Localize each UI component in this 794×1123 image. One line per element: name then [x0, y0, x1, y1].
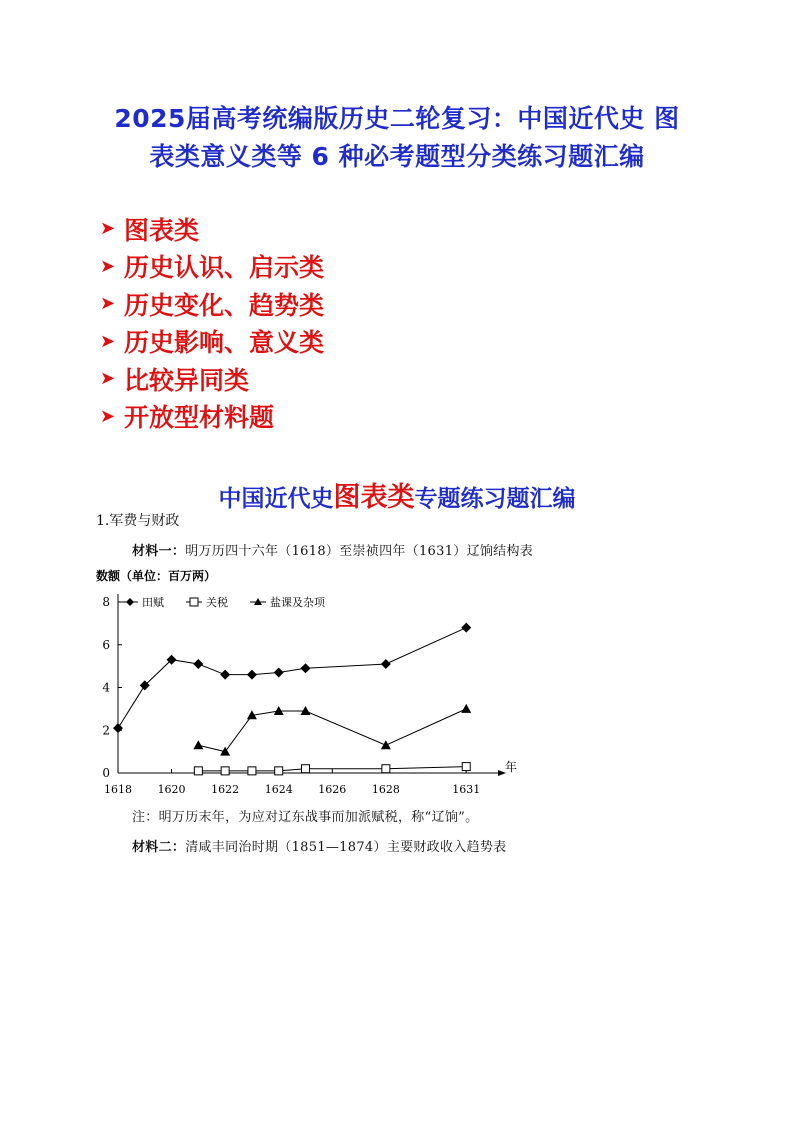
arrow-icon: ➤: [100, 293, 116, 315]
category-item: [100, 210, 324, 248]
y-tick-label: 6: [102, 637, 110, 652]
category-label: 图表类: [124, 215, 200, 245]
material-label: 材料二：: [132, 840, 186, 855]
y-tick-label: 4: [102, 680, 110, 695]
category-item: [100, 285, 324, 323]
category-label: 历史认识、启示类: [124, 253, 325, 283]
category-item: [100, 248, 324, 286]
title-line-1: 2025届高考统编版历史二轮复习：中国近代史 图: [114, 104, 680, 133]
x-tick-label: 1626: [318, 783, 347, 795]
data-point-square: [194, 767, 202, 775]
data-point-diamond: [113, 723, 123, 733]
data-point-diamond: [461, 623, 471, 633]
category-label: 历史变化、趋势类: [124, 290, 325, 320]
data-point-square: [275, 767, 283, 775]
category-label: 历史影响、意义类: [124, 328, 325, 358]
category-item: [100, 398, 324, 436]
x-tick-label: 1618: [104, 783, 132, 795]
data-point-square: [221, 767, 229, 775]
data-point-diamond: [247, 670, 257, 680]
section-title-part: 中国近代史: [218, 486, 334, 512]
arrow-icon: ➤: [100, 255, 116, 277]
y-tick-label: 8: [102, 595, 110, 609]
legend-marker-square: [190, 598, 198, 606]
legend-label: 关税: [206, 596, 228, 609]
data-point-diamond: [274, 668, 284, 678]
y-axis-label: 数额（单位：百万两）: [96, 569, 217, 583]
arrow-icon: ➤: [100, 330, 116, 352]
x-axis-label: 年: [505, 760, 518, 774]
material-text: 清咸丰同治时期（1851—1874）主要财政收入趋势表: [185, 840, 507, 855]
material-1-caption: [132, 540, 533, 559]
question-title: 1.军费与财政: [96, 513, 180, 529]
y-tick-label: 2: [102, 723, 110, 738]
legend-label: 田赋: [142, 596, 164, 609]
data-point-square: [382, 765, 390, 773]
data-point-square: [302, 765, 310, 773]
y-tick-label: 0: [102, 766, 110, 780]
section-title-part: 专题练习题汇编: [414, 486, 576, 512]
data-point-triangle: [461, 704, 471, 713]
liaoxiang-line-chart: [88, 565, 518, 795]
x-tick-label: 1631: [452, 783, 481, 795]
category-label: 比较异同类: [124, 365, 250, 395]
arrow-icon: ➤: [100, 218, 116, 240]
chart-note: 注：明万历末年，为应对辽东战事而加派赋税，称“辽饷”。: [132, 810, 479, 825]
data-point-square: [248, 767, 256, 775]
legend-marker-diamond: [126, 598, 134, 606]
data-point-diamond: [193, 659, 203, 669]
x-tick-label: 1628: [371, 783, 400, 795]
x-tick-label: 1620: [157, 783, 186, 795]
material-label: 材料一：: [132, 544, 186, 559]
arrow-icon: ➤: [100, 405, 116, 427]
data-point-diamond: [381, 659, 391, 669]
category-item: [100, 360, 324, 398]
data-point-diamond: [301, 663, 311, 673]
arrow-icon: ➤: [100, 368, 116, 390]
category-label: 开放型材料题: [124, 403, 275, 433]
x-tick-label: 1622: [211, 783, 240, 795]
material-text: 明万历四十六年（1618）至崇祯四年（1631）辽饷结构表: [185, 544, 534, 559]
x-tick-label: 1624: [264, 783, 293, 795]
series-line-triangle: [198, 709, 466, 752]
section-title-highlight: 图表类: [333, 482, 415, 513]
category-item: [100, 323, 324, 361]
data-point-square: [462, 763, 470, 771]
data-point-diamond: [220, 670, 230, 680]
material-2-caption: [132, 836, 506, 855]
series-line-diamond: [118, 628, 466, 728]
data-point-triangle: [193, 740, 203, 749]
category-list: [100, 210, 324, 435]
document-title: [60, 100, 734, 176]
data-point-triangle: [381, 740, 391, 749]
title-line-2: 表类意义类等 6 种必考题型分类练习题汇编: [149, 142, 645, 171]
legend-label: 盐课及杂项: [270, 596, 325, 609]
section-title: [0, 475, 794, 514]
